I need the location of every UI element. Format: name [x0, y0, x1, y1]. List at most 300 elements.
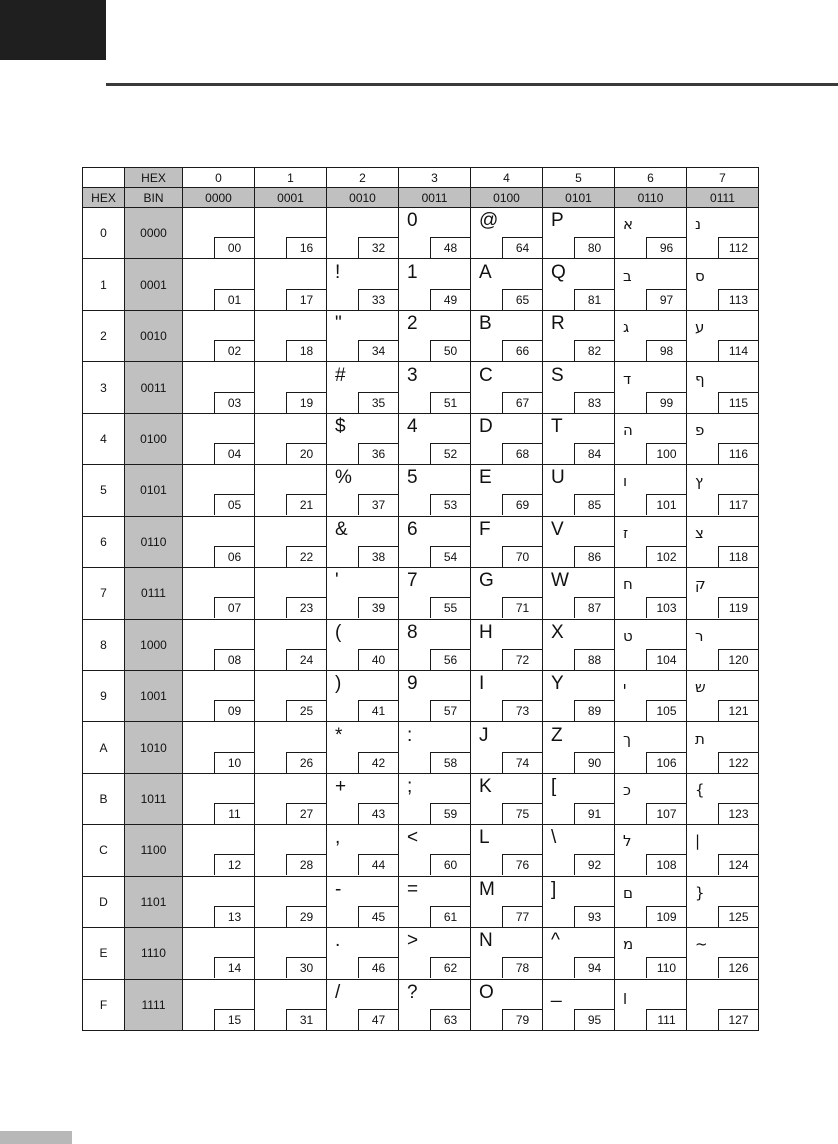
char-cell-content: [255, 620, 326, 670]
char-cell-content: [327, 825, 398, 875]
char-glyph: K: [479, 776, 492, 798]
char-glyph: |: [695, 832, 701, 851]
char-code: 76: [502, 854, 542, 875]
char-code: 45: [358, 906, 398, 927]
char-cell: [543, 413, 615, 464]
char-code: 05: [214, 494, 254, 515]
char-code: 122: [718, 752, 758, 773]
char-code: 37: [358, 494, 398, 515]
char-glyph: ק: [695, 575, 706, 594]
char-cell: [471, 208, 543, 259]
char-cell: [327, 413, 399, 464]
row-hex: C: [83, 825, 125, 876]
column-hex: 2: [327, 168, 399, 188]
char-glyph: ;: [407, 776, 413, 798]
char-cell-content: [399, 517, 470, 567]
char-code: 107: [646, 803, 686, 824]
char-code: 96: [646, 237, 686, 258]
char-cell: [615, 208, 687, 259]
char-glyph: T: [551, 415, 563, 437]
char-glyph: >: [407, 930, 419, 952]
column-bin: 0100: [471, 188, 543, 208]
char-cell-content: [399, 363, 470, 413]
char-code: 00: [214, 237, 254, 258]
char-cell-content: [471, 620, 542, 670]
char-code: 28: [286, 854, 326, 875]
header-hex-label: HEX: [125, 168, 183, 188]
char-cell: [327, 465, 399, 516]
char-cell-content: [471, 465, 542, 515]
row-bin: 1110: [125, 928, 183, 979]
char-glyph: $: [335, 415, 346, 437]
char-cell: [183, 928, 255, 979]
char-cell: [615, 619, 687, 670]
table-row: [83, 722, 759, 773]
char-glyph: ו: [623, 472, 628, 491]
column-hex: 7: [687, 168, 759, 188]
char-cell-content: [327, 568, 398, 618]
char-cell: [183, 413, 255, 464]
char-glyph: ה: [623, 420, 633, 439]
char-code: 120: [718, 649, 758, 670]
char-code: 13: [214, 906, 254, 927]
char-cell-content: [687, 928, 758, 978]
char-glyph: ד: [623, 369, 632, 388]
char-cell: [399, 413, 471, 464]
char-code: 99: [646, 392, 686, 413]
char-cell: [255, 465, 327, 516]
column-bin: 0000: [183, 188, 255, 208]
char-cell-content: [399, 620, 470, 670]
char-cell: [327, 362, 399, 413]
char-cell: [471, 310, 543, 361]
char-cell-content: [687, 671, 758, 721]
char-cell: [615, 722, 687, 773]
char-cell: [255, 619, 327, 670]
char-code: 15: [214, 1009, 254, 1030]
char-cell: [543, 825, 615, 876]
char-cell: [183, 259, 255, 310]
char-cell-content: [183, 465, 254, 515]
char-cell: [471, 928, 543, 979]
char-code: 106: [646, 752, 686, 773]
char-cell: [471, 259, 543, 310]
char-glyph: X: [551, 621, 564, 643]
table-row: [83, 516, 759, 567]
char-cell: [399, 362, 471, 413]
column-bin: 0010: [327, 188, 399, 208]
char-code: 33: [358, 289, 398, 310]
char-cell-content: [327, 363, 398, 413]
row-bin: 1101: [125, 876, 183, 927]
char-cell-content: [543, 363, 614, 413]
char-cell: [543, 208, 615, 259]
char-cell-content: [255, 825, 326, 875]
char-cell: [399, 568, 471, 619]
char-glyph: _: [551, 981, 562, 1003]
char-code: 09: [214, 700, 254, 721]
char-glyph: [: [551, 776, 557, 798]
char-cell: [327, 876, 399, 927]
char-glyph: \: [551, 827, 557, 849]
char-glyph: Y: [551, 673, 564, 695]
table-row: [83, 876, 759, 927]
char-cell: [399, 928, 471, 979]
char-glyph: כ: [623, 781, 631, 800]
char-cell-content: [471, 825, 542, 875]
char-cell: [255, 928, 327, 979]
char-cell: [399, 516, 471, 567]
column-hex: 6: [615, 168, 687, 188]
char-cell-content: [687, 465, 758, 515]
char-cell: [255, 876, 327, 927]
char-cell-content: [471, 671, 542, 721]
char-cell-content: [255, 980, 326, 1030]
char-cell: [615, 979, 687, 1030]
char-cell-content: [687, 208, 758, 258]
char-glyph: ב: [623, 266, 632, 285]
char-code: 65: [502, 289, 542, 310]
row-hex: 5: [83, 465, 125, 516]
char-cell: [471, 825, 543, 876]
char-cell-content: [615, 311, 686, 361]
char-glyph: S: [551, 364, 564, 386]
char-cell-content: [471, 363, 542, 413]
char-code: 84: [574, 443, 614, 464]
char-cell-content: [327, 774, 398, 824]
char-code: 36: [358, 443, 398, 464]
char-cell-content: [615, 774, 686, 824]
char-glyph: C: [479, 364, 493, 386]
char-cell: [543, 876, 615, 927]
char-code: 34: [358, 340, 398, 361]
column-hex: 3: [399, 168, 471, 188]
char-cell-content: [687, 774, 758, 824]
char-cell-content: [255, 928, 326, 978]
char-cell-content: [687, 414, 758, 464]
char-code: 80: [574, 237, 614, 258]
char-cell-content: [543, 208, 614, 258]
char-cell-content: [183, 774, 254, 824]
char-code: 105: [646, 700, 686, 721]
table-row: [83, 619, 759, 670]
char-cell: [615, 568, 687, 619]
char-code: 02: [214, 340, 254, 361]
char-cell-content: [471, 928, 542, 978]
row-hex: 4: [83, 413, 125, 464]
char-code: 82: [574, 340, 614, 361]
char-cell-content: [255, 260, 326, 310]
char-code: 119: [718, 597, 758, 618]
char-glyph: ך: [623, 729, 632, 748]
char-cell-content: [615, 414, 686, 464]
char-cell: [471, 465, 543, 516]
char-code: 23: [286, 597, 326, 618]
char-glyph: H: [479, 621, 493, 643]
row-hex: 0: [83, 208, 125, 259]
char-cell: [687, 979, 759, 1030]
char-cell: [399, 722, 471, 773]
char-cell: [615, 670, 687, 721]
char-code: 116: [718, 443, 758, 464]
char-cell: [327, 773, 399, 824]
row-bin: 1111: [125, 979, 183, 1030]
char-glyph: י: [623, 678, 627, 697]
char-cell: [543, 568, 615, 619]
char-code: 88: [574, 649, 614, 670]
column-bin: 0001: [255, 188, 327, 208]
char-cell: [543, 722, 615, 773]
char-cell: [327, 670, 399, 721]
char-cell: [471, 516, 543, 567]
char-code: 44: [358, 854, 398, 875]
char-cell-content: [615, 363, 686, 413]
char-code: 103: [646, 597, 686, 618]
char-cell-content: [399, 825, 470, 875]
char-cell: [543, 928, 615, 979]
char-glyph: ם: [623, 883, 633, 902]
char-cell-content: [327, 620, 398, 670]
char-code: 101: [646, 494, 686, 515]
char-cell: [687, 928, 759, 979]
char-cell-content: [183, 208, 254, 258]
char-cell: [183, 619, 255, 670]
char-code: 32: [358, 237, 398, 258]
char-code: 83: [574, 392, 614, 413]
char-cell: [255, 259, 327, 310]
char-cell-content: [255, 208, 326, 258]
char-code: 08: [214, 649, 254, 670]
char-glyph: ג: [623, 318, 630, 337]
char-code: 11: [214, 803, 254, 824]
char-cell: [327, 259, 399, 310]
char-cell-content: [543, 260, 614, 310]
char-code: 89: [574, 700, 614, 721]
char-glyph: פ: [695, 420, 705, 439]
char-glyph: 5: [407, 467, 418, 489]
row-bin: 0111: [125, 568, 183, 619]
char-cell: [327, 310, 399, 361]
char-code: 57: [430, 700, 470, 721]
char-glyph: ע: [695, 318, 705, 337]
char-code: 56: [430, 649, 470, 670]
char-cell-content: [183, 568, 254, 618]
row-hex: 2: [83, 310, 125, 361]
char-code: 07: [214, 597, 254, 618]
char-code: 86: [574, 546, 614, 567]
char-glyph: B: [479, 313, 492, 335]
char-cell-content: [183, 980, 254, 1030]
table-row: [83, 773, 759, 824]
char-cell-content: [399, 311, 470, 361]
char-cell: [687, 773, 759, 824]
char-code: 71: [502, 597, 542, 618]
char-cell: [327, 722, 399, 773]
char-cell: [255, 568, 327, 619]
char-cell: [327, 825, 399, 876]
char-code: 73: [502, 700, 542, 721]
char-code: 77: [502, 906, 542, 927]
char-code: 75: [502, 803, 542, 824]
char-code: 94: [574, 957, 614, 978]
char-cell-content: [255, 465, 326, 515]
char-cell: [543, 670, 615, 721]
char-glyph: /: [335, 981, 341, 1003]
row-hex: 8: [83, 619, 125, 670]
table-row: [83, 310, 759, 361]
char-cell: [183, 310, 255, 361]
char-cell: [687, 362, 759, 413]
char-glyph: P: [551, 210, 564, 232]
char-cell-content: [687, 980, 758, 1030]
char-cell: [255, 825, 327, 876]
char-cell: [471, 413, 543, 464]
char-cell-content: [399, 414, 470, 464]
char-cell: [471, 876, 543, 927]
char-cell-content: [687, 825, 758, 875]
char-cell-content: [327, 517, 398, 567]
page-tab: [0, 1131, 72, 1144]
char-code: 121: [718, 700, 758, 721]
char-cell: [183, 825, 255, 876]
char-glyph: <: [407, 827, 419, 849]
char-cell: [183, 876, 255, 927]
char-code: 24: [286, 649, 326, 670]
column-hex: 4: [471, 168, 543, 188]
char-code: 46: [358, 957, 398, 978]
char-code: 118: [718, 546, 758, 567]
char-code: 78: [502, 957, 542, 978]
char-code: 51: [430, 392, 470, 413]
char-cell-content: [327, 671, 398, 721]
char-code: 31: [286, 1009, 326, 1030]
table-row: [83, 208, 759, 259]
char-cell-content: [255, 414, 326, 464]
char-glyph: ?: [407, 981, 418, 1003]
char-cell-content: [543, 774, 614, 824]
char-cell-content: [471, 311, 542, 361]
char-glyph: J: [479, 724, 489, 746]
char-code: 04: [214, 443, 254, 464]
char-cell: [615, 773, 687, 824]
char-glyph: ~: [695, 935, 708, 954]
char-glyph: -: [335, 878, 342, 900]
char-glyph: M: [479, 878, 495, 900]
char-code: 19: [286, 392, 326, 413]
char-cell: [399, 259, 471, 310]
char-code: 72: [502, 649, 542, 670]
char-cell: [327, 516, 399, 567]
char-glyph: ף: [695, 369, 705, 388]
char-cell-content: [183, 414, 254, 464]
char-glyph: O: [479, 981, 494, 1003]
char-code: 85: [574, 494, 614, 515]
char-code: 127: [718, 1009, 758, 1030]
char-cell-content: [327, 928, 398, 978]
char-code: 52: [430, 443, 470, 464]
char-glyph: *: [335, 724, 343, 746]
char-glyph: 3: [407, 364, 418, 386]
char-cell-content: [183, 620, 254, 670]
char-cell: [543, 465, 615, 516]
char-cell: [543, 619, 615, 670]
char-cell-content: [255, 311, 326, 361]
row-bin: 0001: [125, 259, 183, 310]
char-code: 100: [646, 443, 686, 464]
char-cell-content: [615, 825, 686, 875]
char-cell-content: [543, 723, 614, 773]
char-code: 117: [718, 494, 758, 515]
corner-block: [0, 0, 106, 60]
table-row: [83, 362, 759, 413]
row-bin: 1001: [125, 670, 183, 721]
char-cell: [543, 362, 615, 413]
table-row: [83, 979, 759, 1030]
char-code: 39: [358, 597, 398, 618]
char-cell: [399, 876, 471, 927]
char-cell: [183, 670, 255, 721]
char-code: 91: [574, 803, 614, 824]
column-hex: 5: [543, 168, 615, 188]
char-cell-content: [615, 980, 686, 1030]
char-code: 69: [502, 494, 542, 515]
char-glyph: Q: [551, 261, 566, 283]
char-cell-content: [471, 877, 542, 927]
table-row: [83, 568, 759, 619]
char-code: 35: [358, 392, 398, 413]
char-cell-content: [471, 568, 542, 618]
char-cell: [543, 516, 615, 567]
char-cell-content: [615, 671, 686, 721]
char-glyph: ): [335, 673, 342, 695]
char-cell-content: [615, 465, 686, 515]
char-cell: [615, 825, 687, 876]
row-hex: B: [83, 773, 125, 824]
char-glyph: ר: [695, 626, 704, 645]
char-code: 74: [502, 752, 542, 773]
char-code: 123: [718, 803, 758, 824]
char-cell: [687, 825, 759, 876]
char-code: 27: [286, 803, 326, 824]
column-bin: 0011: [399, 188, 471, 208]
char-cell-content: [399, 877, 470, 927]
char-cell-content: [399, 774, 470, 824]
char-cell-content: [183, 311, 254, 361]
char-cell-content: [471, 208, 542, 258]
char-code: 60: [430, 854, 470, 875]
char-cell: [543, 773, 615, 824]
char-cell-content: [327, 980, 398, 1030]
char-cell: [399, 773, 471, 824]
row-bin: 1011: [125, 773, 183, 824]
char-code: 42: [358, 752, 398, 773]
char-code: 53: [430, 494, 470, 515]
char-glyph: &: [335, 518, 348, 540]
char-cell-content: [543, 517, 614, 567]
char-glyph: ץ: [695, 472, 704, 491]
char-cell: [327, 208, 399, 259]
char-cell-content: [471, 774, 542, 824]
char-cell-content: [399, 260, 470, 310]
char-code: 18: [286, 340, 326, 361]
char-glyph: 6: [407, 518, 418, 540]
char-glyph: (: [335, 621, 342, 643]
char-cell: [687, 259, 759, 310]
char-code: 38: [358, 546, 398, 567]
char-cell-content: [183, 363, 254, 413]
char-glyph: ן: [623, 986, 628, 1005]
header-row-bin: [83, 188, 759, 208]
